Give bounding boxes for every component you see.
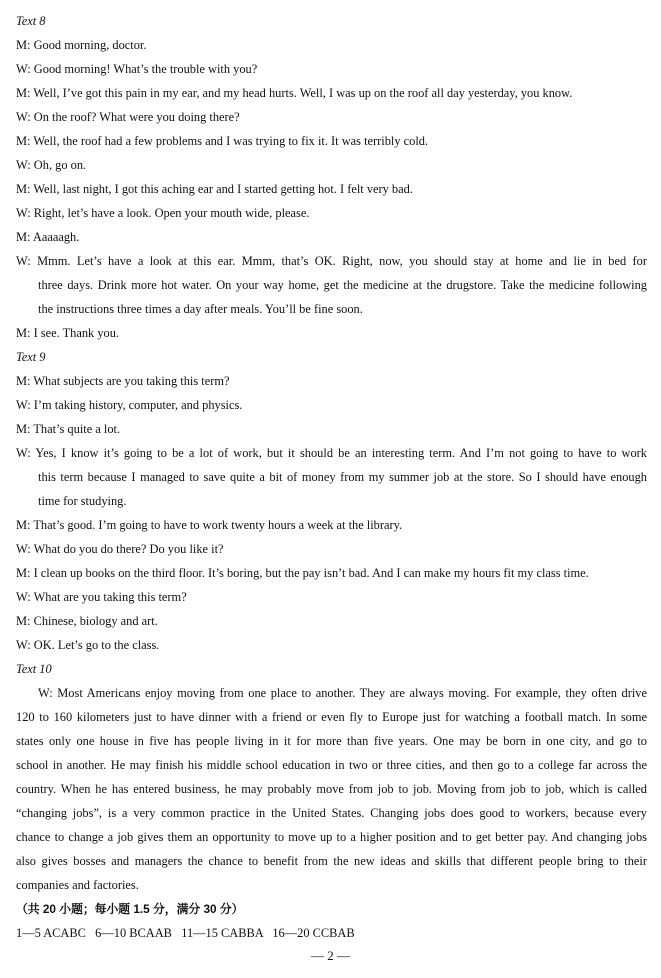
dialogue-line: W: What do you do there? Do you like it? xyxy=(16,542,224,556)
dialogue-line: W: Right, let’s have a look. Open your mouth wide, please. xyxy=(16,206,310,220)
dialogue-line: W: Yes, I know it’s going to be a lot of work, but it should be an interesting term. And I’m not going to have to work xyxy=(16,446,647,460)
paragraph-line: country. When he has entered business, he may probably move from job to job. Moving from job to job, which is called xyxy=(16,782,647,796)
utterance: I’m taking history, computer, and physics. xyxy=(33,398,243,412)
speaker-label: M xyxy=(16,614,28,628)
utterance: That’s quite a lot. xyxy=(33,422,121,436)
speaker-label: W xyxy=(16,446,28,460)
utterance: What do you do there? Do you like it? xyxy=(33,542,224,556)
text9-heading: Text 9 xyxy=(16,350,46,364)
dialogue-line: W: Oh, go on. xyxy=(16,158,87,172)
text10-heading: Text 10 xyxy=(16,662,52,676)
utterance: Good morning, doctor. xyxy=(33,38,147,52)
dialogue-line: M: That’s quite a lot. xyxy=(16,422,121,436)
speaker-label: M xyxy=(16,134,28,148)
utterance: Mmm. Let’s have a look at this ear. Mmm, that’s OK. Right, now, you should stay at home and lie in bed for xyxy=(37,254,647,268)
dialogue-line: M: Well, I’ve got this pain in my ear, and my head hurts. Well, I was up on the roof all day yesterday, you know. xyxy=(16,86,573,100)
dialogue-line: M: Well, last night, I got this aching ear and I started getting hot. I felt very bad. xyxy=(16,182,413,196)
utterance: Right, let’s have a look. Open your mouth wide, please. xyxy=(33,206,310,220)
utterance: Well, I’ve got this pain in my ear, and my head hurts. Well, I was up on the roof all day yesterday, you know. xyxy=(33,86,573,100)
utterance: Good morning! What’s the trouble with you? xyxy=(33,62,258,76)
speaker-label: M xyxy=(16,374,28,388)
paragraph-line: “changing jobs”, is a very common practice in the United States. Changing jobs does good to workers, because every xyxy=(16,806,647,820)
speaker-label: W xyxy=(16,254,28,268)
paragraph-line: W: Most Americans enjoy moving from one place to another. They are always moving. For example, they often drive xyxy=(38,686,647,700)
dialogue-line: M: Chinese, biology and art. xyxy=(16,614,158,628)
speaker-label: W xyxy=(16,398,28,412)
dialogue-line: M: Well, the roof had a few problems and I was trying to fix it. It was terribly cold. xyxy=(16,134,429,148)
utterance: On the roof? What were you doing there? xyxy=(33,110,240,124)
utterance: Chinese, biology and art. xyxy=(33,614,158,628)
answer-key: 1—5 ACABC 6—10 BCAAB 11—15 CABBA 16—20 CCBAB xyxy=(16,926,355,940)
dialogue-continuation: this term because I managed to save quite a bit of money from my summer job at the store. So I should have enough xyxy=(38,470,647,484)
speaker-label: M xyxy=(16,518,28,532)
dialogue-line: W: On the roof? What were you doing there? xyxy=(16,110,240,124)
speaker-label: M xyxy=(16,230,28,244)
dialogue-line: M: That’s good. I’m going to have to work twenty hours a week at the library. xyxy=(16,518,403,532)
utterance: Yes, I know it’s going to be a lot of work, but it should be an interesting term. And I’m not going to have to work xyxy=(35,446,647,460)
speaker-label: W xyxy=(16,62,28,76)
speaker-label: W xyxy=(16,110,28,124)
dialogue-line: M: Aaaaagh. xyxy=(16,230,80,244)
dialogue-continuation: time for studying. xyxy=(38,494,127,508)
utterance: Well, last night, I got this aching ear and I started getting hot. I felt very bad. xyxy=(33,182,413,196)
page-number: — 2 — xyxy=(311,948,350,963)
utterance: OK. Let’s go to the class. xyxy=(33,638,160,652)
speaker-label: W xyxy=(16,542,28,556)
dialogue-line: M: Good morning, doctor. xyxy=(16,38,147,52)
speaker-label: M xyxy=(16,422,28,436)
dialogue-line: W: What are you taking this term? xyxy=(16,590,187,604)
paragraph-line: school in another. He may finish his middle school education in two or three cities, and then go to a college far across the xyxy=(16,758,647,772)
dialogue-line: W: OK. Let’s go to the class. xyxy=(16,638,160,652)
dialogue-line: M: I see. Thank you. xyxy=(16,326,120,340)
paragraph-line: companies and factories. xyxy=(16,878,139,892)
text8-heading: Text 8 xyxy=(16,14,46,28)
speaker-label: M xyxy=(16,38,28,52)
speaker-label: M xyxy=(16,86,28,100)
paragraph-line: states only one house in five has people living in it for more than five years. One may be born in one city, and go to xyxy=(16,734,647,748)
utterance: Well, the roof had a few problems and I was trying to fix it. It was terribly cold. xyxy=(33,134,429,148)
utterance: That’s good. I’m going to have to work twenty hours a week at the library. xyxy=(33,518,403,532)
speaker-label: M xyxy=(16,326,28,340)
speaker-label: W xyxy=(16,590,28,604)
paragraph-line: 120 to 160 kilometers just to have dinner with a friend or even fly to Europe just for watching a football match. In some xyxy=(16,710,647,724)
dialogue-line: W: Mmm. Let’s have a look at this ear. Mmm, that’s OK. Right, now, you should stay at home and lie in bed for xyxy=(16,254,647,268)
speaker-label: M xyxy=(16,566,28,580)
speaker-label: W xyxy=(16,158,28,172)
utterance: I see. Thank you. xyxy=(33,326,120,340)
speaker-label: W xyxy=(16,638,28,652)
utterance: Oh, go on. xyxy=(33,158,87,172)
speaker-label: M xyxy=(16,182,28,196)
utterance: What are you taking this term? xyxy=(33,590,187,604)
scoring-note: （共 20 小题；每小题 1.5 分，满分 30 分） xyxy=(16,902,244,916)
dialogue-continuation: the instructions three times a day after meals. You’ll be fine soon. xyxy=(38,302,363,316)
dialogue-line: M: What subjects are you taking this term? xyxy=(16,374,230,388)
speaker-label: W xyxy=(16,206,28,220)
utterance: I clean up books on the third floor. It’s boring, but the pay isn’t bad. And I can make my hours fit my class time. xyxy=(33,566,589,580)
dialogue-line: W: I’m taking history, computer, and physics. xyxy=(16,398,243,412)
paragraph-line: chance to change a job gives them an opportunity to move up to a higher position and to get better pay. And changing jobs xyxy=(16,830,647,844)
utterance: Aaaaagh. xyxy=(32,230,80,244)
utterance: What subjects are you taking this term? xyxy=(33,374,230,388)
dialogue-line: M: I clean up books on the third floor. It’s boring, but the pay isn’t bad. And I can make my hours fit my class time. xyxy=(16,566,589,580)
paragraph-line: also gives bosses and managers the chance to benefit from the new ideas and skills that different people bring to their xyxy=(16,854,647,868)
dialogue-continuation: three days. Drink more hot water. On your way home, get the medicine at the drugstore. Take the medicine following xyxy=(38,278,647,292)
dialogue-line: W: Good morning! What’s the trouble with you? xyxy=(16,62,258,76)
